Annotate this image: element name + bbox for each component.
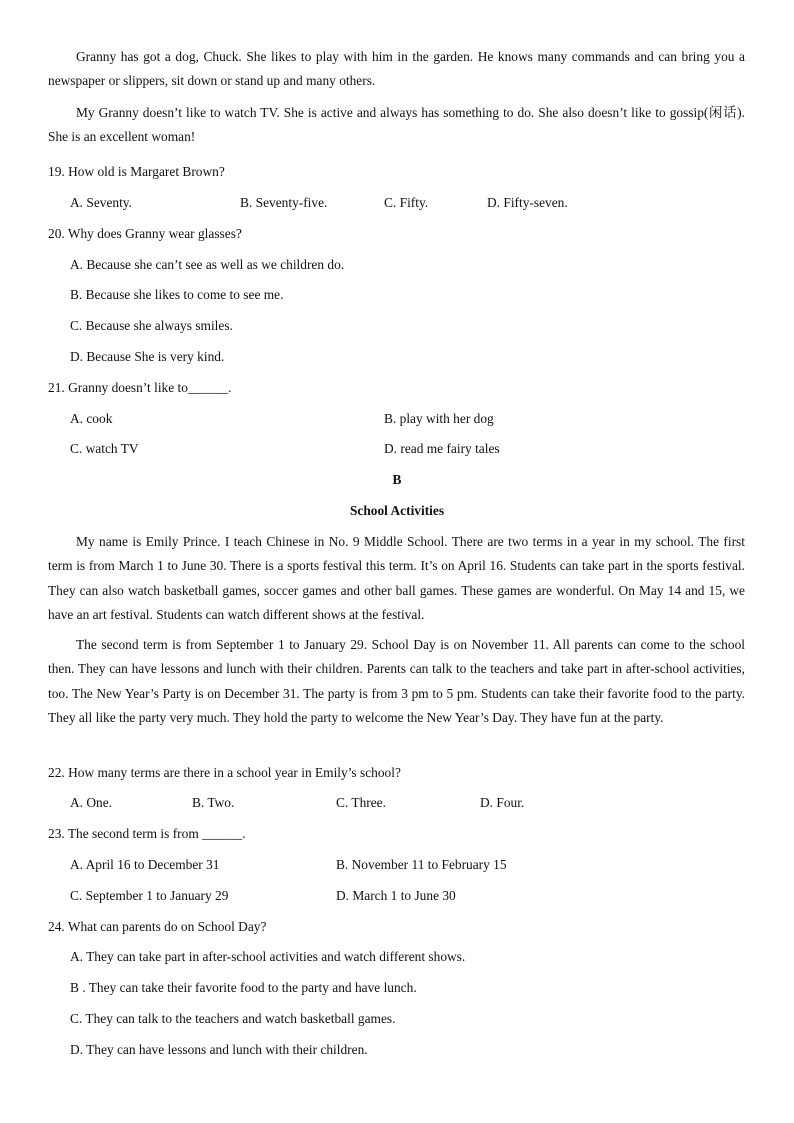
- passage-b-paragraph-1: My name is Emily Prince. I teach Chinese in No. 9 Middle School. There are two terms in a year in my school. The first term is from March 1 to June 30. There is a sports festival this term. It’s on April 16. Students can take part in the sports festival. They can also watch basketball games, soccer games and other ball games. These games are wonderful. On May 14 and 15, we have an art festival. Students can watch different shows at the festival.: [48, 534, 745, 622]
- question-21-option-a[interactable]: A. cook: [70, 411, 113, 426]
- question-21-option-b[interactable]: B. play with her dog: [384, 411, 494, 426]
- question-19-option-d[interactable]: D. Fifty-seven.: [487, 195, 568, 210]
- question-19-stem: 19. How old is Margaret Brown?: [48, 164, 225, 179]
- question-24-option-a[interactable]: A. They can take part in after-school activities and watch different shows.: [70, 949, 466, 964]
- question-20-option-a[interactable]: A. Because she can’t see as well as we children do.: [70, 257, 345, 272]
- passage-b-paragraph-2: The second term is from September 1 to January 29. School Day is on November 11. All parents can come to the school then. They can have lessons and lunch with their children. Parents can talk to the teachers and take part in after-school activities, too. The New Year’s Party is on December 31. The party is from 3 pm to 5 pm. Students can take their favorite food to the party. They all like the party very much. They hold the party to welcome the New Year’s Day. They have fun at the party.: [48, 637, 745, 725]
- passage-a-paragraph-2: My Granny doesn’t like to watch TV. She is active and always has something to do. She also doesn’t like to gossip(闲话). She is an excellent woman!: [48, 105, 745, 145]
- question-23-option-a[interactable]: A. April 16 to December 31: [70, 857, 220, 872]
- question-22-option-d[interactable]: D. Four.: [480, 795, 525, 810]
- question-23-option-d[interactable]: D. March 1 to June 30: [336, 888, 456, 903]
- question-20-option-d[interactable]: D. Because She is very kind.: [70, 349, 225, 364]
- section-b-title: School Activities: [349, 503, 445, 518]
- section-b-label: B: [392, 472, 402, 487]
- passage-a-paragraph-1: Granny has got a dog, Chuck. She likes to play with him in the garden. He knows many commands and can bring you a newspaper or slippers, sit down or stand up and many others.: [48, 49, 745, 89]
- question-20-option-c[interactable]: C. Because she always smiles.: [70, 318, 233, 333]
- question-24-option-b[interactable]: B . They can take their favorite food to the party and have lunch.: [70, 980, 417, 995]
- question-22-option-b[interactable]: B. Two.: [192, 795, 235, 810]
- question-19-option-a[interactable]: A. Seventy.: [70, 195, 132, 210]
- question-21-option-d[interactable]: D. read me fairy tales: [384, 441, 500, 456]
- question-19-option-c[interactable]: C. Fifty.: [384, 195, 429, 210]
- question-21-stem: 21. Granny doesn’t like to______.: [48, 380, 232, 395]
- question-21-option-c[interactable]: C. watch TV: [70, 441, 139, 456]
- question-20-option-b[interactable]: B. Because she likes to come to see me.: [70, 287, 284, 302]
- question-24-stem: 24. What can parents do on School Day?: [48, 919, 267, 934]
- question-23-stem: 23. The second term is from ______.: [48, 826, 246, 841]
- question-24-option-c[interactable]: C. They can talk to the teachers and watch basketball games.: [70, 1011, 396, 1026]
- question-23-option-c[interactable]: C. September 1 to January 29: [70, 888, 229, 903]
- question-22-stem: 22. How many terms are there in a school year in Emily’s school?: [48, 765, 401, 780]
- question-24-option-d[interactable]: D. They can have lessons and lunch with their children.: [70, 1042, 368, 1057]
- question-20-stem: 20. Why does Granny wear glasses?: [48, 226, 242, 241]
- question-23-option-b[interactable]: B. November 11 to February 15: [336, 857, 507, 872]
- question-22-option-c[interactable]: C. Three.: [336, 795, 386, 810]
- question-22-option-a[interactable]: A. One.: [70, 795, 113, 810]
- question-19-option-b[interactable]: B. Seventy-five.: [240, 195, 328, 210]
